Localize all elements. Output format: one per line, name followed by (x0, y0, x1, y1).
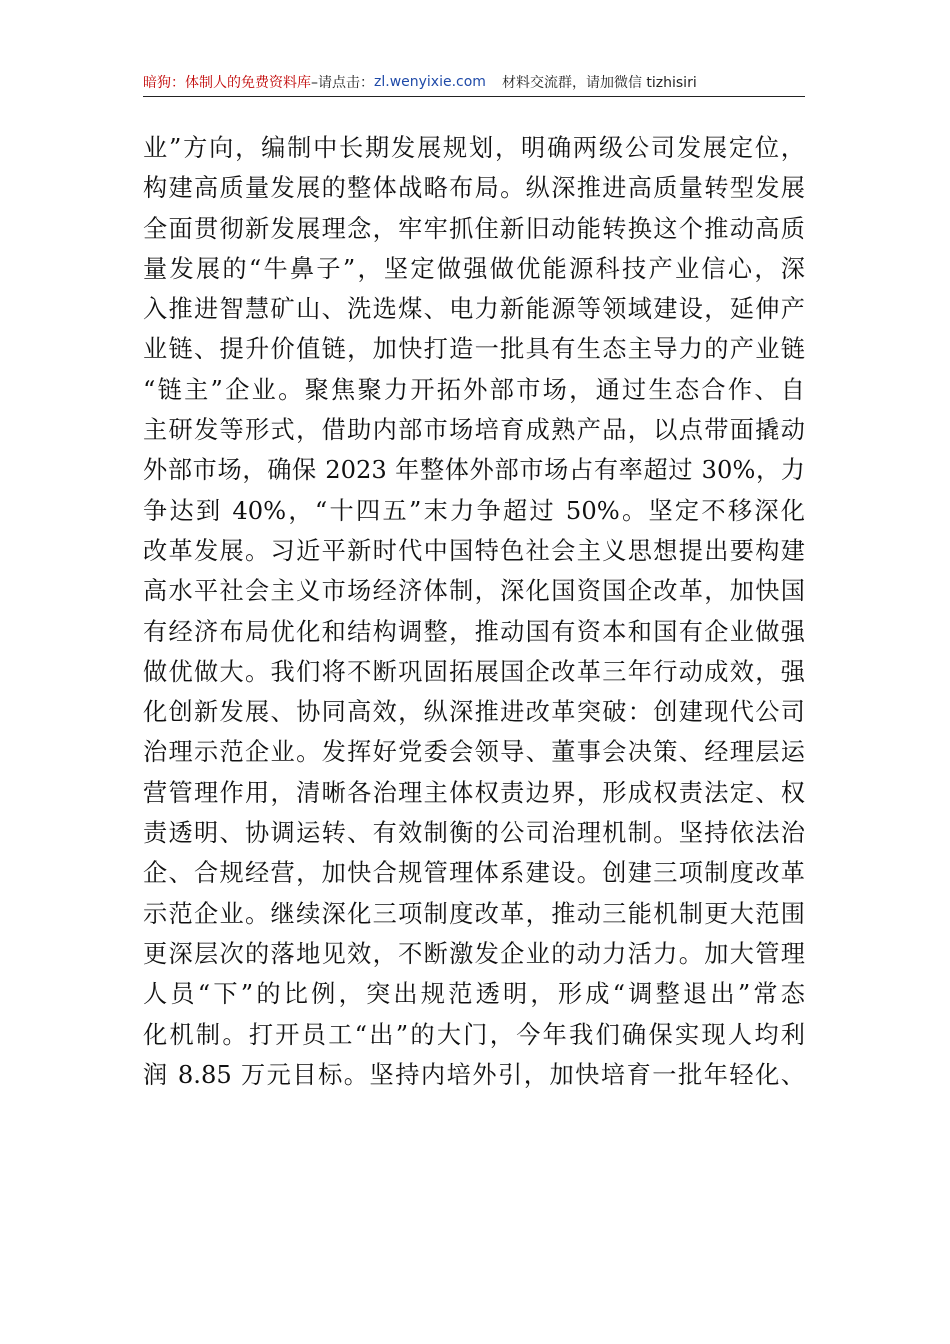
body-line: 改革发展。习近平新时代中国特色社会主义思想提出要构建 (143, 536, 805, 565)
body-line: 构建高质量发展的整体战略布局。纵深推进高质量转型发展 (143, 174, 805, 203)
body-line: 营管理作用，清晰各治理主体权责边界，形成权责法定、权 (143, 778, 805, 807)
body-line: 更深层次的落地见效，不断激发企业的动力活力。加大管理 (143, 939, 805, 968)
document-body (143, 128, 805, 1095)
header-wechat-note: 材料交流群，请加微信 tizhisiri (501, 75, 697, 91)
body-line: 企、合规经营，加快合规管理体系建设。创建三项制度改革 (143, 859, 805, 888)
body-line: 争达到 40%，“十四五”末力争超过 50%。坚定不移深化 (143, 496, 805, 525)
body-line: 治理示范企业。发挥好党委会领导、董事会决策、经理层运 (143, 738, 805, 767)
body-line: 润 8.85 万元目标。坚持内培外引，加快培育一批年轻化、 (143, 1060, 805, 1089)
body-line: 化创新发展、协同高效，纵深推进改革突破：创建现代公司 (143, 698, 805, 727)
body-line: 全面贯彻新发展理念，牢牢抓住新旧动能转换这个推动高质 (143, 214, 805, 243)
body-line: 外部市场，确保 2023 年整体外部市场占有率超过 30%，力 (143, 456, 805, 485)
body-line: 高水平社会主义市场经济体制，深化国资国企改革，加快国 (143, 577, 805, 606)
header-prompt: –请点击： (311, 75, 374, 91)
page-header (143, 68, 805, 96)
header-divider (143, 96, 805, 97)
body-line: 量发展的“牛鼻子”，坚定做强做优能源科技产业信心，深 (143, 254, 805, 283)
body-line: 示范企业。继续深化三项制度改革，推动三能机制更大范围 (143, 899, 805, 928)
body-line: 主研发等形式，借助内部市场培育成熟产品，以点带面撬动 (143, 416, 805, 445)
body-line: 有经济布局优化和结构调整，推动国有资本和国有企业做强 (143, 617, 805, 646)
body-line: 人员“下”的比例，突出规范透明，形成“调整退出”常态 (143, 980, 805, 1009)
body-line: 业链、提升价值链，加快打造一批具有生态主导力的产业链 (143, 335, 805, 364)
body-line: 业”方向，编制中长期发展规划，明确两级公司发展定位， (143, 134, 805, 162)
body-line: 责透明、协调运转、有效制衡的公司治理机制。坚持依法治 (143, 819, 805, 848)
body-line: 入推进智慧矿山、洗选煤、电力新能源等领域建设，延伸产 (143, 295, 805, 324)
header-brand: 暗狗：体制人的免费资料库 (143, 75, 311, 91)
body-line: 化机制。打开员工“出”的大门，今年我们确保实现人均利 (143, 1020, 805, 1049)
body-line: 做优做大。我们将不断巩固拓展国企改革三年行动成效，强 (143, 657, 805, 686)
header-link[interactable]: zl.wenyixie.com (374, 74, 486, 90)
body-line: “链主”企业。聚焦聚力开拓外部市场，通过生态合作、自 (143, 375, 805, 404)
